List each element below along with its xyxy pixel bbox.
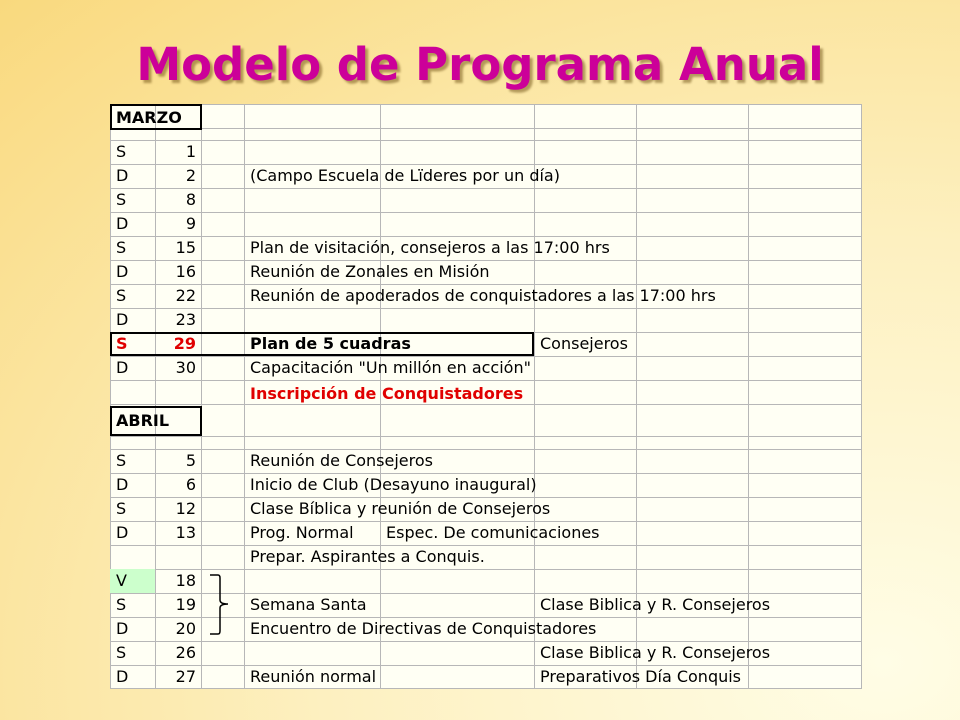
day-letter: V [116,571,127,590]
gridline [201,104,202,689]
gridline [110,449,862,450]
activity: Plan de visitación, consejeros a las 17:00 hrs [250,238,610,257]
day-letter: S [116,595,127,614]
day-number: 12 [175,499,196,518]
day-letter [110,545,155,569]
activity: Semana Santa [250,595,367,614]
extra-note: Clase Biblica y R. Consejeros [540,595,771,614]
day-number: 22 [175,286,196,305]
activity [244,308,250,332]
gridline [110,140,862,141]
day-letter: D [116,523,129,542]
day-letter: D [116,166,129,185]
day-number: 8 [185,190,196,209]
day-number: 16 [175,262,196,281]
activity: Encuentro de Directivas de Conquistadores [250,619,597,638]
activity: Clase Bíblica y reunión de Consejeros [250,499,551,518]
day-number: 19 [175,595,196,614]
spreadsheet [110,104,862,689]
registration-note: Inscripción de Conquistadores [250,384,524,403]
gridline [110,212,862,213]
activity [244,569,250,593]
activity: (Campo Escuela de Lïderes por un día) [250,166,560,185]
extra-note: Preparativos Día Conquis [540,667,742,686]
activity: Reunión de Zonales en Misión [250,262,490,281]
day-number: 18 [175,571,196,590]
gridline [110,688,862,689]
activity [244,140,250,164]
day-letter: S [116,142,127,161]
gridline [110,380,862,381]
day-letter: D [116,619,129,638]
activity: Reunión de apoderados de conquistadores a las 17:00 hrs [250,286,716,305]
gridline [110,436,862,437]
day-letter: D [116,310,129,329]
activity-secondary: Espec. De comunicaciones [386,523,600,542]
day-letter: S [116,190,127,209]
day-letter: S [116,334,128,353]
gridline [110,665,862,666]
activity [244,188,250,212]
day-letter: D [116,214,129,233]
month-header-abril: ABRIL [110,406,202,436]
gridline [861,104,862,689]
activity: Prog. Normal [250,523,354,542]
day-number: 2 [185,166,196,185]
gridline [110,545,862,546]
activity: Plan de 5 cuadras [250,334,411,353]
day-letter: D [116,667,129,686]
day-letter: S [116,499,127,518]
day-letter: S [116,451,127,470]
gridline [110,104,862,105]
day-number: 1 [185,142,196,161]
day-letter: D [116,358,129,377]
activity: Reunión normal [250,667,377,686]
month-header-marzo: MARZO [110,104,202,130]
page-title: Modelo de Programa Anual [136,38,824,91]
day-letter: S [116,238,127,257]
day-number: 20 [175,619,196,638]
day-number: 29 [173,334,196,353]
gridline [110,188,862,189]
extra-note: Clase Biblica y R. Consejeros [540,643,771,662]
day-letter: S [116,286,127,305]
day-number: 23 [175,310,196,329]
day-number: 9 [185,214,196,233]
day-letter: D [116,475,129,494]
day-letter: S [116,643,127,662]
gridline [110,569,862,570]
activity: Capacitación "Un millón en acción" [250,358,531,377]
day-number: 26 [175,643,196,662]
day-number: 15 [175,238,196,257]
day-number: 5 [185,451,196,470]
day-letter: D [116,262,129,281]
group-brace [208,574,234,636]
activity [244,212,250,236]
gridline [110,308,862,309]
day-number: 30 [175,358,196,377]
activity: Prepar. Aspirantes a Conquis. [250,547,485,566]
activity: Inicio de Club (Desayuno inaugural) [250,475,537,494]
day-number [155,545,201,569]
day-number: 13 [175,523,196,542]
day-number: 6 [185,475,196,494]
activity: Reunión de Consejeros [250,451,433,470]
extra-note: Consejeros [540,334,628,353]
activity [244,641,250,665]
gridline [110,128,862,129]
day-number: 27 [175,667,196,686]
